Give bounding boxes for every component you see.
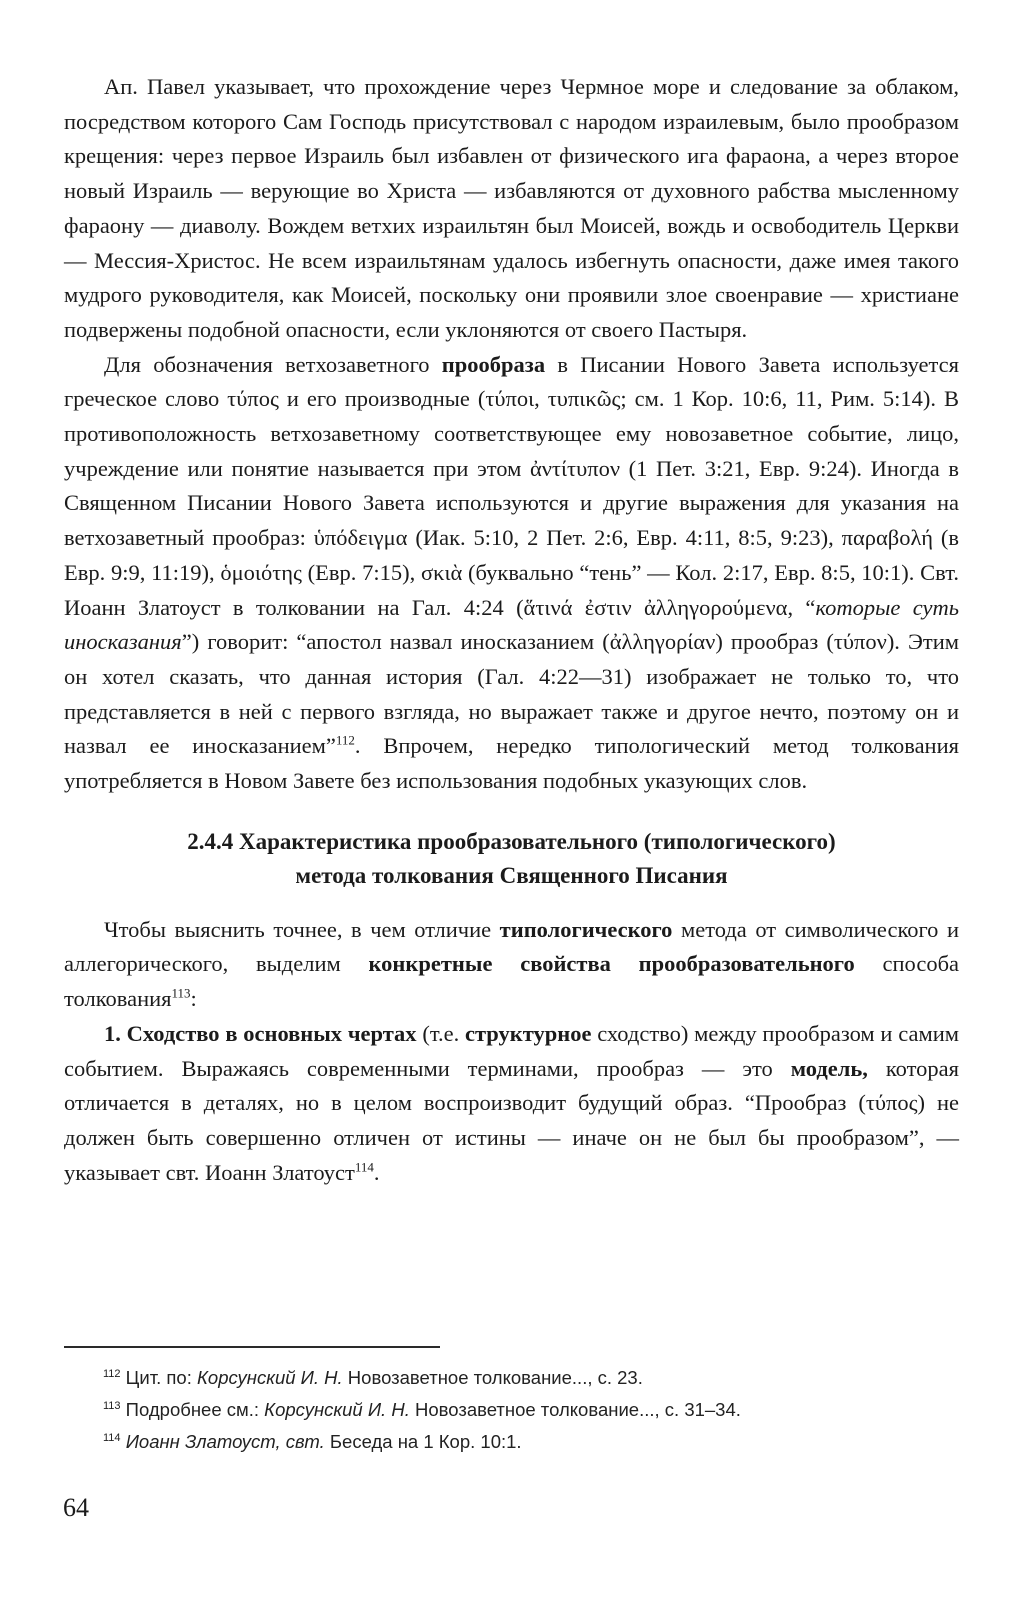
footnote-ref-112[interactable]: 112 bbox=[335, 732, 355, 748]
bold-term: типологического bbox=[499, 916, 673, 942]
footnote-number: 113 bbox=[103, 1399, 121, 1412]
text-run: Чтобы выяснить точнее, в чем отличие bbox=[104, 916, 500, 942]
text-run: сходство) между прообразом и самим событием. Выражаясь современными терминами, прообраз — это bbox=[64, 1020, 960, 1081]
footnote-114 bbox=[103, 1426, 953, 1458]
footnote-author: Иоанн Златоуст, свт. bbox=[125, 1431, 325, 1452]
bold-term: конкретные свойства прообразовательного bbox=[368, 951, 855, 977]
footnotes bbox=[103, 1362, 953, 1458]
main-text bbox=[64, 70, 959, 1190]
section-heading bbox=[64, 825, 959, 893]
text-run: Для обозначения ветхозаветного bbox=[104, 351, 442, 377]
footnote-author: Корсунский И. Н. bbox=[264, 1399, 410, 1420]
text-run: : bbox=[190, 986, 197, 1012]
text-run: способа толкования bbox=[64, 951, 960, 1012]
footnote-divider bbox=[64, 1346, 440, 1348]
text-run: (т.е. bbox=[416, 1020, 465, 1046]
heading-line-2: метода толкования Священного Писания bbox=[295, 862, 728, 888]
text-run: . bbox=[373, 1159, 380, 1185]
bold-term: структурное bbox=[464, 1020, 592, 1046]
paragraph-1: Ап. Павел указывает, что прохождение через Чермное море и следование за облаком, посредством которого Сам Господь присутствовал с народом израилевым, было прообразом крещения: через первое Израиль был избавлен от физического ига фараона, а через второе новый Израиль — верующие во Христа — избавляются от духовного рабства мысленному фараону — диаволу. Вождем ветхих израильтян был Моисей, вождь и освободитель Церкви — Мессия-Христос. Не всем израильтянам удалось избегнуть опасности, даже имея такого мудрого руководителя, как Моисей, поскольку они проявили злое своенравие — христиане подвержены подобной опасности, если уклоняются от своего Пастыря. bbox=[64, 74, 959, 342]
footnote-text: Подробнее см.: bbox=[120, 1399, 265, 1420]
paragraph-4 bbox=[64, 1017, 959, 1191]
footnote-author: Корсунский И. Н. bbox=[197, 1367, 343, 1388]
footnote-number: 112 bbox=[103, 1367, 121, 1380]
page-number: 64 bbox=[63, 1493, 89, 1522]
footnote-text: Новозаветное толкование..., с. 31–34. bbox=[409, 1399, 741, 1420]
paragraph-3 bbox=[64, 913, 959, 1017]
text-run: в Писании Нового Завета используется греческое слово τύπος и его производные (τύποι, τυπικῶς; см. 1 Кор. 10:6, 11, Рим. 5:14). В противоположность ветхозаветному соответствующее ему новозаветное событие, лицо, учреждение или понятие называется при этом ἀντίτυπον (1 Пет. 3:21, Евр. 9:24). Иногда в Священном Писании Нового Завета используются и другие выражения для указания на ветхозаветный прообраз: ὑπόδειγμα (Иак. 5:10, 2 Пет. 2:6, Евр. 4:11, 8:5, 9:23), παραβολή (в Евр. 9:9, 11:19), ὁμοιότης (Евр. 7:15), σκιὰ (буквально “тень” — Кол. 2:17, Евр. 8:5, 10:1). Свт. Иоанн Златоуст в толковании на Гал. 4:24 (ἅτινά ἐστιν ἀλληγορούμενα, “ bbox=[64, 351, 959, 620]
text-run: которая отличается в деталях, но в целом воспроизводит будущий образ. “Прообраз (τύπος) не должен быть совершенно отличен от истины — иначе он не был бы прообразом”, — указывает свт. Иоанн Златоуст bbox=[64, 1055, 959, 1185]
footnote-112 bbox=[103, 1362, 953, 1394]
text-run: метода от символического и аллегорического, выделим bbox=[64, 916, 959, 977]
footnote-text: Беседа на 1 Кор. 10:1. bbox=[324, 1431, 522, 1452]
footnote-text: Цит. по: bbox=[120, 1367, 197, 1388]
bold-term: 1. Сходство в основных чертах bbox=[104, 1020, 417, 1046]
italic-quote: которые суть иносказания bbox=[64, 594, 960, 655]
bold-term: прообраза bbox=[441, 351, 546, 377]
footnote-text: Новозаветное толкование..., с. 23. bbox=[342, 1367, 643, 1388]
bold-term: модель, bbox=[790, 1055, 868, 1081]
paragraph-2 bbox=[64, 348, 959, 799]
text-run: ”) говорит: “апостол назвал иносказанием (ἀλληγορίαν) прообраз (τύπον). Этим он хотел сказать, что данная история (Гал. 4:22—31) изображает не только то, что представляется в ней с первого взгляда, но выражает также и другое нечто, поэтому он и назвал ее иносказанием” bbox=[64, 629, 959, 759]
footnote-number: 114 bbox=[103, 1431, 121, 1444]
footnote-ref-113[interactable]: 113 bbox=[171, 985, 191, 1001]
heading-line-1: 2.4.4 Характеристика прообразовательного (типологического) bbox=[187, 828, 836, 854]
footnote-ref-114[interactable]: 114 bbox=[354, 1159, 374, 1175]
footnote-113 bbox=[103, 1394, 953, 1426]
text-run: . Впрочем, нередко типологический метод толкования употребляется в Новом Завете без использования подобных указующих слов. bbox=[64, 733, 959, 794]
